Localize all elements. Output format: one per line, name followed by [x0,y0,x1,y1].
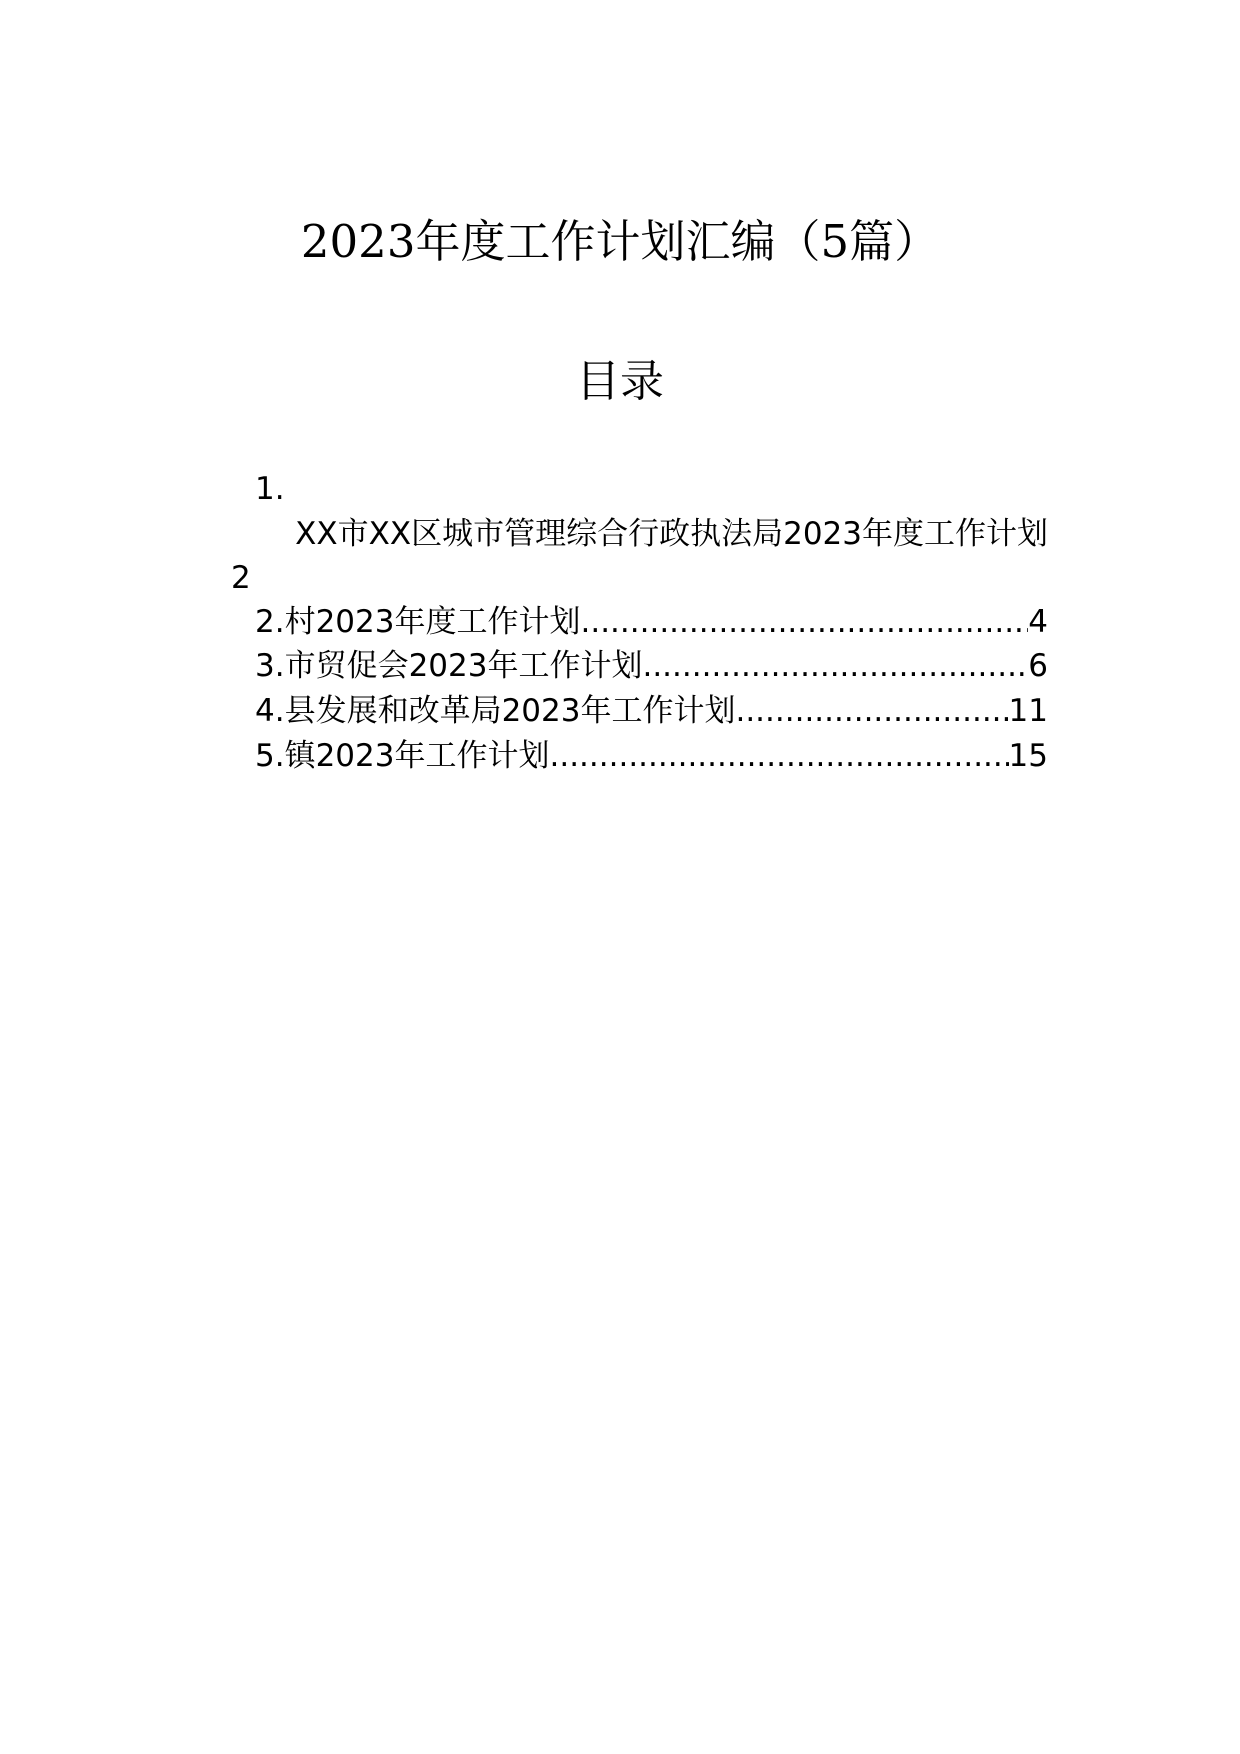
document-title: 2023年度工作计划汇编（5篇） [300,215,940,268]
toc-entry-page: 11 [1008,693,1048,729]
toc-entry-title: 3.市贸促会2023年工作计划 [255,648,643,684]
toc-entry-3[interactable] [255,644,1048,688]
dot-leader [549,734,1008,778]
toc-entry-title: 2.村2023年度工作计划 [255,604,581,640]
dot-leader [735,689,1008,733]
toc-heading: 目录 [576,356,664,407]
toc-entry-4[interactable] [255,689,1048,733]
toc-entry-page: 15 [1008,738,1048,774]
toc-entry-page: 6 [1028,648,1048,684]
toc-entry-5[interactable] [255,734,1048,778]
toc-entry-1-number[interactable]: 1. [255,471,285,507]
dot-leader [580,600,1028,644]
toc-entry-page: 4 [1028,604,1048,640]
toc-entry-1-title[interactable]: XX市XX区城市管理综合行政执法局2023年度工作计划 [295,516,1048,552]
toc-entry-1-page[interactable]: 2 [231,560,251,596]
toc-entry-title: 4.县发展和改革局2023年工作计划 [255,693,736,729]
dot-leader [642,644,1028,688]
toc-entry-title: 5.镇2023年工作计划 [255,738,550,774]
toc-entry-2[interactable] [255,600,1048,644]
